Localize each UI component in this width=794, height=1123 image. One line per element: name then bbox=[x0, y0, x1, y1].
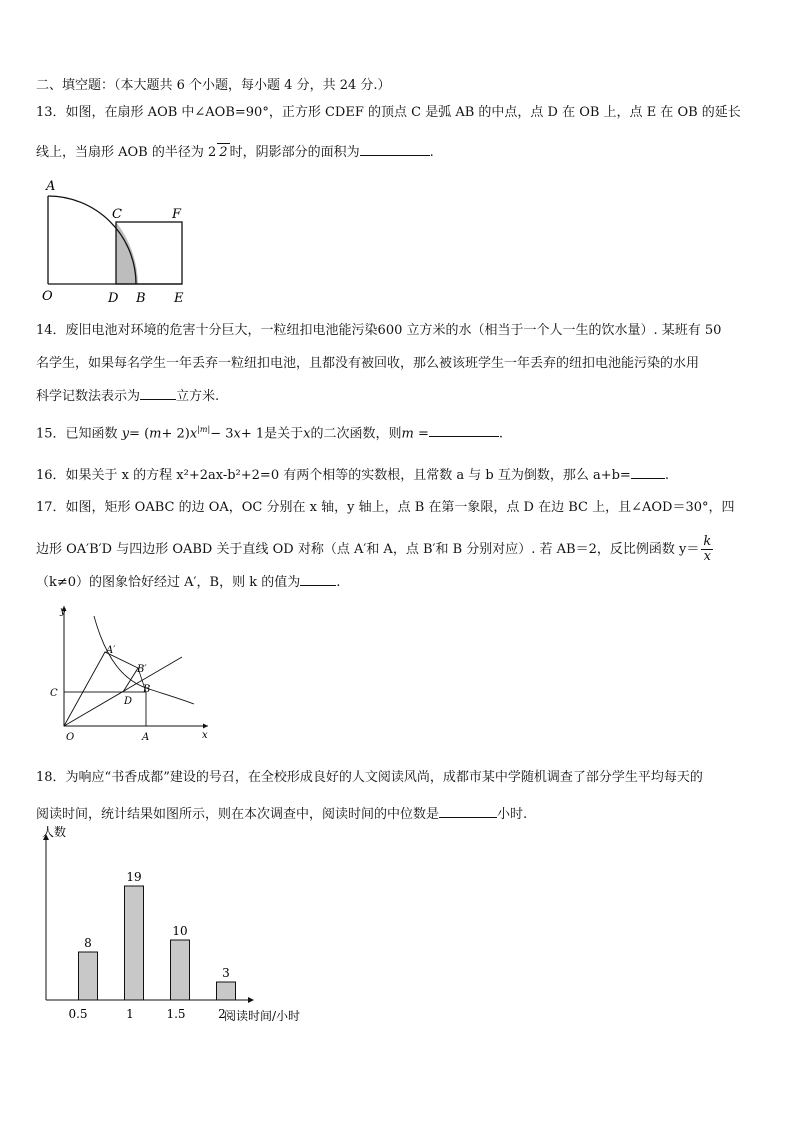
q17-fraction-k-over-x: $\frac{k}{x}$ bbox=[703, 534, 712, 564]
q13-answer-blank[interactable] bbox=[360, 141, 430, 156]
q17-answer-blank[interactable] bbox=[300, 571, 336, 586]
label-b-prime: B′ bbox=[137, 664, 147, 675]
label-c: C bbox=[112, 207, 122, 222]
data-label-2: 3 bbox=[222, 966, 230, 980]
sqrt-two: 2 bbox=[219, 145, 228, 160]
q17-rectangle-oabc bbox=[64, 692, 146, 726]
q18-line2: 阅读时间，统计结果如图所示，则在本次调查中，阅读时间的中位数是 小时. bbox=[36, 803, 766, 824]
q14-line2: 名学生，如果每名学生一年丢弃一粒纽扣电池，且都没有被回收，那么被该班学生一年丢弃的纽扣电池能污染的水用 bbox=[36, 356, 700, 371]
label-x-axis: x bbox=[202, 730, 208, 741]
q13-figure bbox=[40, 172, 200, 308]
q17-line3: （k≠0）的图象恰好经过 A′，B，则 k 的值为 . bbox=[36, 571, 766, 592]
label-o: O bbox=[66, 732, 75, 743]
label-a: A bbox=[142, 732, 150, 743]
q18-line1: 18．为响应“书香成都”建设的号召，在全校形成良好的人文阅读风尚，成都市某中学随机调查了部分学生平均每天的 bbox=[36, 770, 703, 785]
q17-figure bbox=[44, 600, 216, 746]
label-a-prime: A′ bbox=[106, 645, 116, 656]
label-d: D bbox=[108, 291, 119, 306]
tick-label-0.5: 0.5 bbox=[68, 1007, 88, 1021]
q13-line2: 线上，当扇形 AOB 的半径为 2 2 时，阴影部分的面积为 . bbox=[36, 141, 766, 162]
q16-line: 16．如果关于 x 的方程 x²+2ax-b²+2=0 有两个相等的实数根，且常数 a 与 b 互为倒数，那么 a+b= . bbox=[36, 464, 766, 485]
x-axis-label: 阅读时间/小时 bbox=[224, 1009, 301, 1023]
section-heading: 二、填空题：（本大题共 6 个小题，每小题 4 分，共 24 分.） bbox=[36, 78, 391, 93]
q13-line1: 13．如图，在扇形 AOB 中∠AOB=90°，正方形 CDEF 的顶点 C 是弧 AB 的中点，点 D 在 OB 上，点 E 在 OB 的延长 bbox=[36, 105, 741, 120]
label-y-axis: y bbox=[60, 606, 66, 617]
data-label-1: 19 bbox=[126, 870, 142, 884]
y-axis-label: 人数 bbox=[42, 826, 67, 839]
q15-line: 15．已知函数 $y= (m+ 2)x^{|m|}- 3x+ 1$是关于x的二次函数，则m = . bbox=[36, 421, 766, 443]
bar-1.5 bbox=[171, 940, 190, 1000]
data-label-1.5: 10 bbox=[172, 924, 188, 938]
bar-2 bbox=[217, 982, 236, 1000]
label-b: B bbox=[136, 291, 146, 306]
q14-answer-blank[interactable] bbox=[140, 385, 176, 400]
label-d: D bbox=[124, 696, 133, 707]
label-e: E bbox=[174, 291, 184, 306]
tick-label-2: 2 bbox=[218, 1007, 226, 1021]
tick-label-1: 1 bbox=[126, 1007, 134, 1021]
label-b: B bbox=[143, 684, 151, 695]
label-f: F bbox=[172, 207, 182, 222]
label-c: C bbox=[50, 688, 58, 699]
q14-line3: 科学记数法表示为 立方米. bbox=[36, 385, 766, 406]
q16-answer-blank[interactable] bbox=[631, 464, 665, 479]
q14-line1: 14．废旧电池对环境的危害十分巨大，一粒纽扣电池能污染600 立方米的水（相当于一个人一生的饮水量）. 某班有 50 bbox=[36, 323, 722, 338]
label-a: A bbox=[46, 179, 56, 194]
bar-1 bbox=[125, 886, 144, 1000]
data-label-0.5: 8 bbox=[84, 936, 92, 950]
q18-bar-chart bbox=[36, 826, 336, 1026]
bar-0.5 bbox=[79, 952, 98, 1000]
x-axis-arrow bbox=[248, 997, 254, 1003]
q17-line2: 边形 OA′B′D 与四边形 OABD 关于直线 OD 对称（点 A′和 A，点 B′和 B 分别对应）. 若 AB＝2，反比例函数 y＝ $\frac{k}{x}$ bbox=[36, 534, 712, 564]
q15-answer-blank[interactable] bbox=[429, 422, 499, 437]
q18-answer-blank[interactable] bbox=[439, 803, 497, 818]
q17-line1: 17．如图，矩形 OABC 的边 OA，OC 分别在 x 轴，y 轴上，点 B 在第一象限，点 D 在边 BC 上，且∠AOD＝30°，四 bbox=[36, 500, 735, 515]
label-o: O bbox=[42, 289, 53, 304]
tick-label-1.5: 1.5 bbox=[166, 1007, 186, 1021]
